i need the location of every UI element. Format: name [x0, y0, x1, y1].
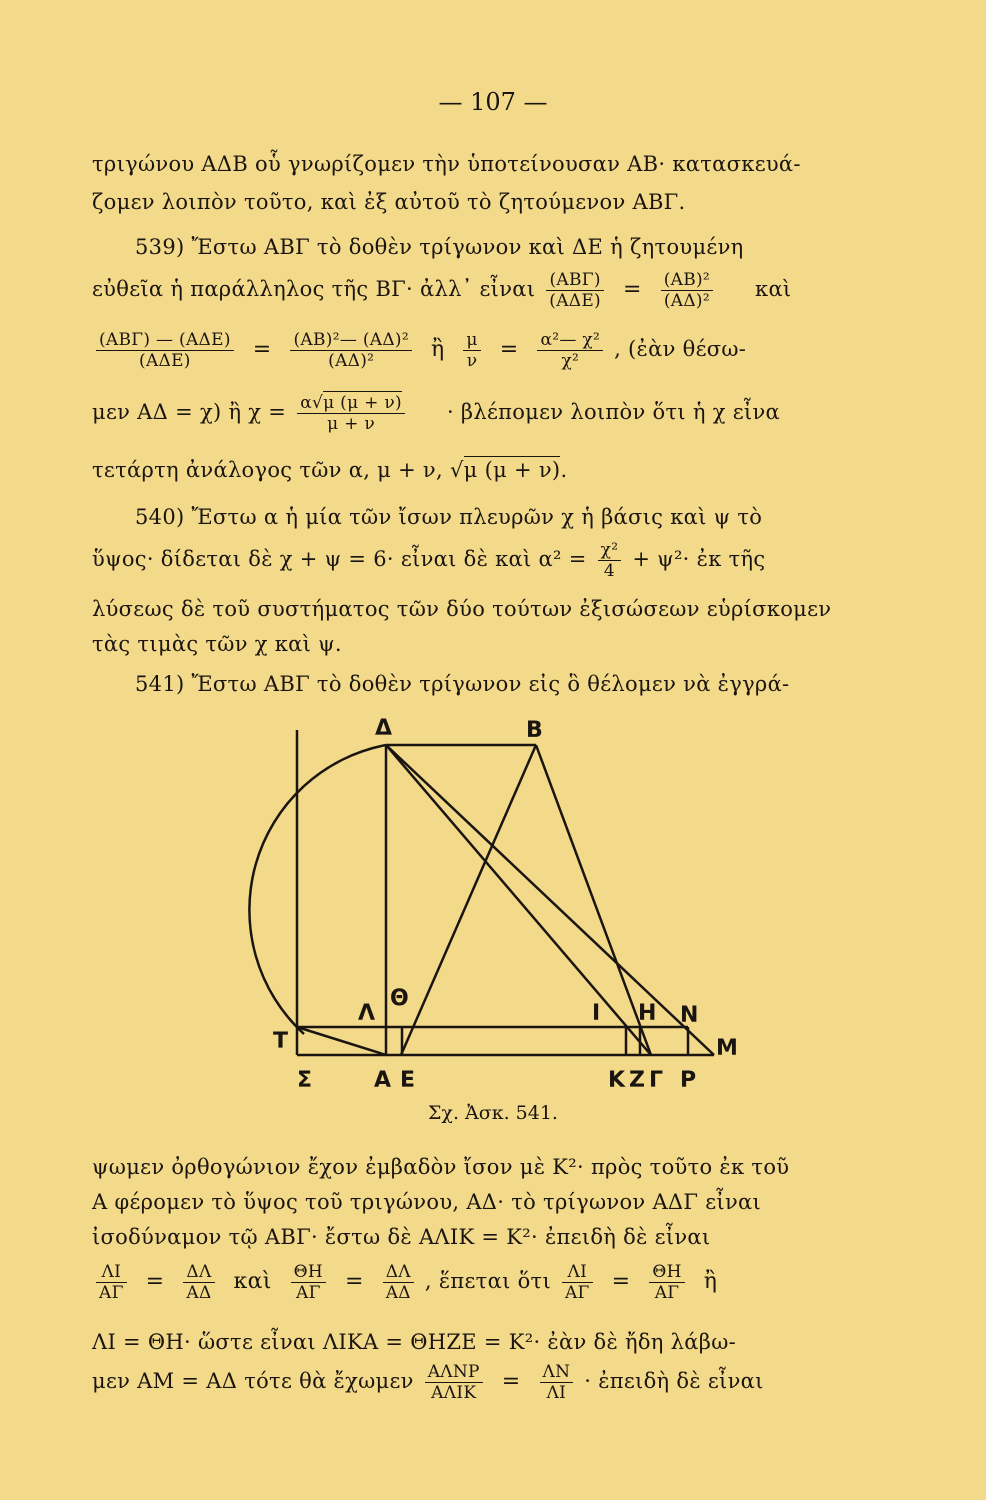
or-word: ἢ — [703, 1269, 718, 1294]
label-iota: Ι — [592, 1001, 601, 1026]
equals-sign: = — [145, 1269, 165, 1294]
coefficient: α — [300, 393, 312, 413]
text-fragment: μεν ΑΜ = ΑΔ τότε θὰ ἔχωμεν — [92, 1369, 414, 1393]
numerator: ΛΙ — [96, 1262, 127, 1283]
numerator: α√μ (μ + ν) — [297, 393, 405, 414]
denominator: (ΑΔ)² — [663, 291, 710, 311]
square-root: μ (μ + ν) — [323, 393, 402, 413]
text-line-541-5: ΛΙ = ΘΗ· ὥστε εἶναι ΛΙΚΑ = ΘΗΖΕ = Κ²· ἐὰν δὲ ἤδη λάβω- — [92, 1330, 737, 1354]
denominator: χ² — [561, 351, 580, 371]
or-word: ἢ — [430, 337, 445, 362]
fraction — [297, 393, 405, 434]
problem-540-heading: 540) Ἔστω α ἡ μία τῶν ἴσων πλευρῶν χ ἡ βάσις καὶ ψ τὸ — [135, 505, 763, 529]
denominator: μ + ν — [327, 414, 376, 434]
text-fragment: μεν ΑΔ = χ) ἢ χ = — [92, 400, 287, 424]
text-line-539-end: τετάρτη ἀνάλογος τῶν α, μ + ν, √μ (μ + ν). — [92, 458, 568, 482]
numerator: (ΑΒΓ) — [546, 270, 604, 291]
text-fragment: καὶ — [755, 277, 792, 301]
fraction — [540, 1362, 574, 1403]
equals-sign: = — [501, 1369, 521, 1394]
text-fragment: · βλέπομεν λοιπὸν ὅτι ἡ χ εἶνα — [446, 400, 780, 424]
numerator: (ΑΒ)²— (ΑΔ)² — [290, 330, 412, 351]
label-beta: Β — [526, 718, 543, 743]
numerator: (ΑΒΓ) — (ΑΔΕ) — [96, 330, 234, 351]
fraction — [598, 540, 622, 581]
text-fragment: ὕψος· δίδεται δὲ χ + ψ = 6· εἶναι δὲ καὶ α² = — [92, 547, 587, 571]
fraction — [562, 1262, 593, 1303]
line-d-m — [386, 745, 714, 1055]
text-fragment: · ἐπειδὴ δὲ εἶναι — [584, 1369, 764, 1393]
geometry-figure — [240, 715, 750, 1095]
text-line-539-ratio — [92, 270, 882, 311]
numerator: ΘΗ — [649, 1262, 684, 1283]
problem-541-heading: 541) Ἔστω ΑΒΓ τὸ δοθὲν τρίγωνον εἰς ὃ θέλομεν νὰ ἐγγρά- — [135, 672, 790, 696]
problem-539-heading: 539) Ἔστω ΑΒΓ τὸ δοθὲν τρίγωνον καὶ ΔΕ ἡ ζητουμένη — [135, 235, 744, 259]
text-line-2: ζομεν λοιπὸν τοῦτο, καὶ ἐξ αὐτοῦ τὸ ζητούμενον ΑΒΓ. — [92, 190, 686, 214]
numerator: ΑΛΝΡ — [425, 1362, 483, 1383]
equals-sign: = — [252, 337, 272, 362]
label-gamma: Γ — [649, 1068, 664, 1093]
circle-arc — [249, 745, 386, 1034]
label-delta: Δ — [375, 716, 393, 741]
denominator: ν — [466, 351, 478, 371]
denominator: ΑΛΙΚ — [431, 1383, 477, 1403]
fraction — [463, 330, 480, 371]
label-theta: Θ — [390, 986, 409, 1011]
text-fragment: τετάρτη ἀνάλογος τῶν α, μ + ν, — [92, 458, 443, 482]
label-nu: Ν — [680, 1003, 699, 1028]
numerator: α²— χ² — [537, 330, 603, 351]
numerator: ΔΛ — [383, 1262, 414, 1283]
numerator: ΘΗ — [291, 1262, 326, 1283]
equals-sign: = — [622, 277, 642, 302]
text-line-541-1: ψωμεν ὀρθογώνιον ἔχον ἐμβαδὸν ἴσον μὲ Κ²· πρὸς τοῦτο ἐκ τοῦ — [92, 1155, 790, 1179]
denominator: (ΑΔΕ) — [549, 291, 601, 311]
label-lambda: Λ — [358, 1001, 376, 1026]
denominator: 4 — [603, 561, 616, 581]
denominator: ΑΓ — [564, 1283, 590, 1303]
denominator: ΑΓ — [296, 1283, 321, 1303]
label-rho: Ρ — [680, 1068, 697, 1093]
denominator: (ΑΔ)² — [328, 351, 375, 371]
and-word: καὶ — [233, 1269, 272, 1294]
fraction — [425, 1362, 483, 1403]
fraction — [661, 270, 713, 311]
fraction — [96, 1262, 127, 1303]
numerator: ΛΙ — [562, 1262, 593, 1283]
denominator: ΑΔ — [186, 1283, 212, 1303]
fraction — [383, 1262, 414, 1303]
text-line-540-3: λύσεως δὲ τοῦ συστήματος τῶν δύο τούτων ἐξισώσεων εὑρίσκομεν — [92, 597, 832, 621]
fraction — [291, 1262, 326, 1303]
line-b-a — [401, 745, 536, 1055]
text-line-540-4: τὰς τιμὰς τῶν χ καὶ ψ. — [92, 632, 342, 656]
figure-caption: Σχ. Ἀσκ. 541. — [428, 1102, 558, 1124]
numerator: χ² — [598, 540, 622, 561]
label-tau: Τ — [273, 1029, 289, 1054]
text-fragment: , (ἐὰν θέσω- — [614, 337, 747, 361]
denominator: ΑΓ — [654, 1283, 680, 1303]
page-number: — 107 — — [438, 88, 548, 116]
text-fragment: . — [560, 458, 568, 482]
fraction — [649, 1262, 684, 1303]
denominator: ΑΓ — [99, 1283, 124, 1303]
numerator: μ — [463, 330, 480, 351]
text-line-541-ratios — [92, 1262, 882, 1303]
equals-sign: = — [499, 337, 519, 362]
line-d-g — [386, 745, 651, 1055]
label-zeta: Ζ — [629, 1068, 645, 1093]
text-line-540-equation — [92, 540, 882, 581]
label-alpha: Α — [374, 1068, 392, 1093]
numerator: ΛΝ — [540, 1362, 574, 1383]
fraction — [183, 1262, 214, 1303]
text-line-539-solution — [92, 393, 882, 434]
text-line-1: τριγώνου ΑΔΒ οὗ γνωρίζομεν τὴν ὑποτείνουσαν ΑΒ· κατασκευά- — [92, 152, 801, 176]
text-line-541-2: Α φέρομεν τὸ ὕψος τοῦ τριγώνου, ΑΔ· τὸ τρίγωνον ΑΔΓ εἶναι — [92, 1190, 762, 1214]
text-line-539-equation — [92, 330, 882, 371]
fraction — [290, 330, 412, 371]
label-sigma: Σ — [297, 1068, 313, 1093]
label-epsilon: Ε — [400, 1068, 416, 1093]
equals-sign: = — [611, 1269, 631, 1294]
numerator: ΔΛ — [183, 1262, 214, 1283]
denominator: ΛΙ — [546, 1383, 567, 1403]
text-fragment: εὐθεῖα ἡ παράλληλος τῆς ΒΓ· ἀλλ᾽ εἶναι — [92, 277, 536, 301]
numerator: (ΑΒ)² — [661, 270, 713, 291]
label-mu: Μ — [716, 1036, 738, 1061]
fraction — [546, 270, 604, 311]
text-line-541-3: ἰσοδύναμον τῷ ΑΒΓ· ἔστω δὲ ΑΛΙΚ = Κ²· ἐπειδὴ δὲ εἶναι — [92, 1225, 711, 1249]
text-fragment: , ἕπεται ὅτι — [424, 1269, 551, 1293]
label-kappa: Κ — [608, 1068, 626, 1093]
denominator: ΑΔ — [385, 1283, 411, 1303]
equals-sign: = — [345, 1269, 364, 1294]
line-t-a — [297, 1027, 386, 1055]
fraction — [96, 330, 234, 371]
text-line-541-6 — [92, 1362, 882, 1403]
text-fragment: + ψ²· ἐκ τῆς — [632, 547, 766, 571]
fraction — [537, 330, 603, 371]
label-eta: Η — [638, 1001, 657, 1026]
square-root: μ (μ + ν) — [463, 458, 561, 482]
denominator: (ΑΔΕ) — [139, 351, 191, 371]
